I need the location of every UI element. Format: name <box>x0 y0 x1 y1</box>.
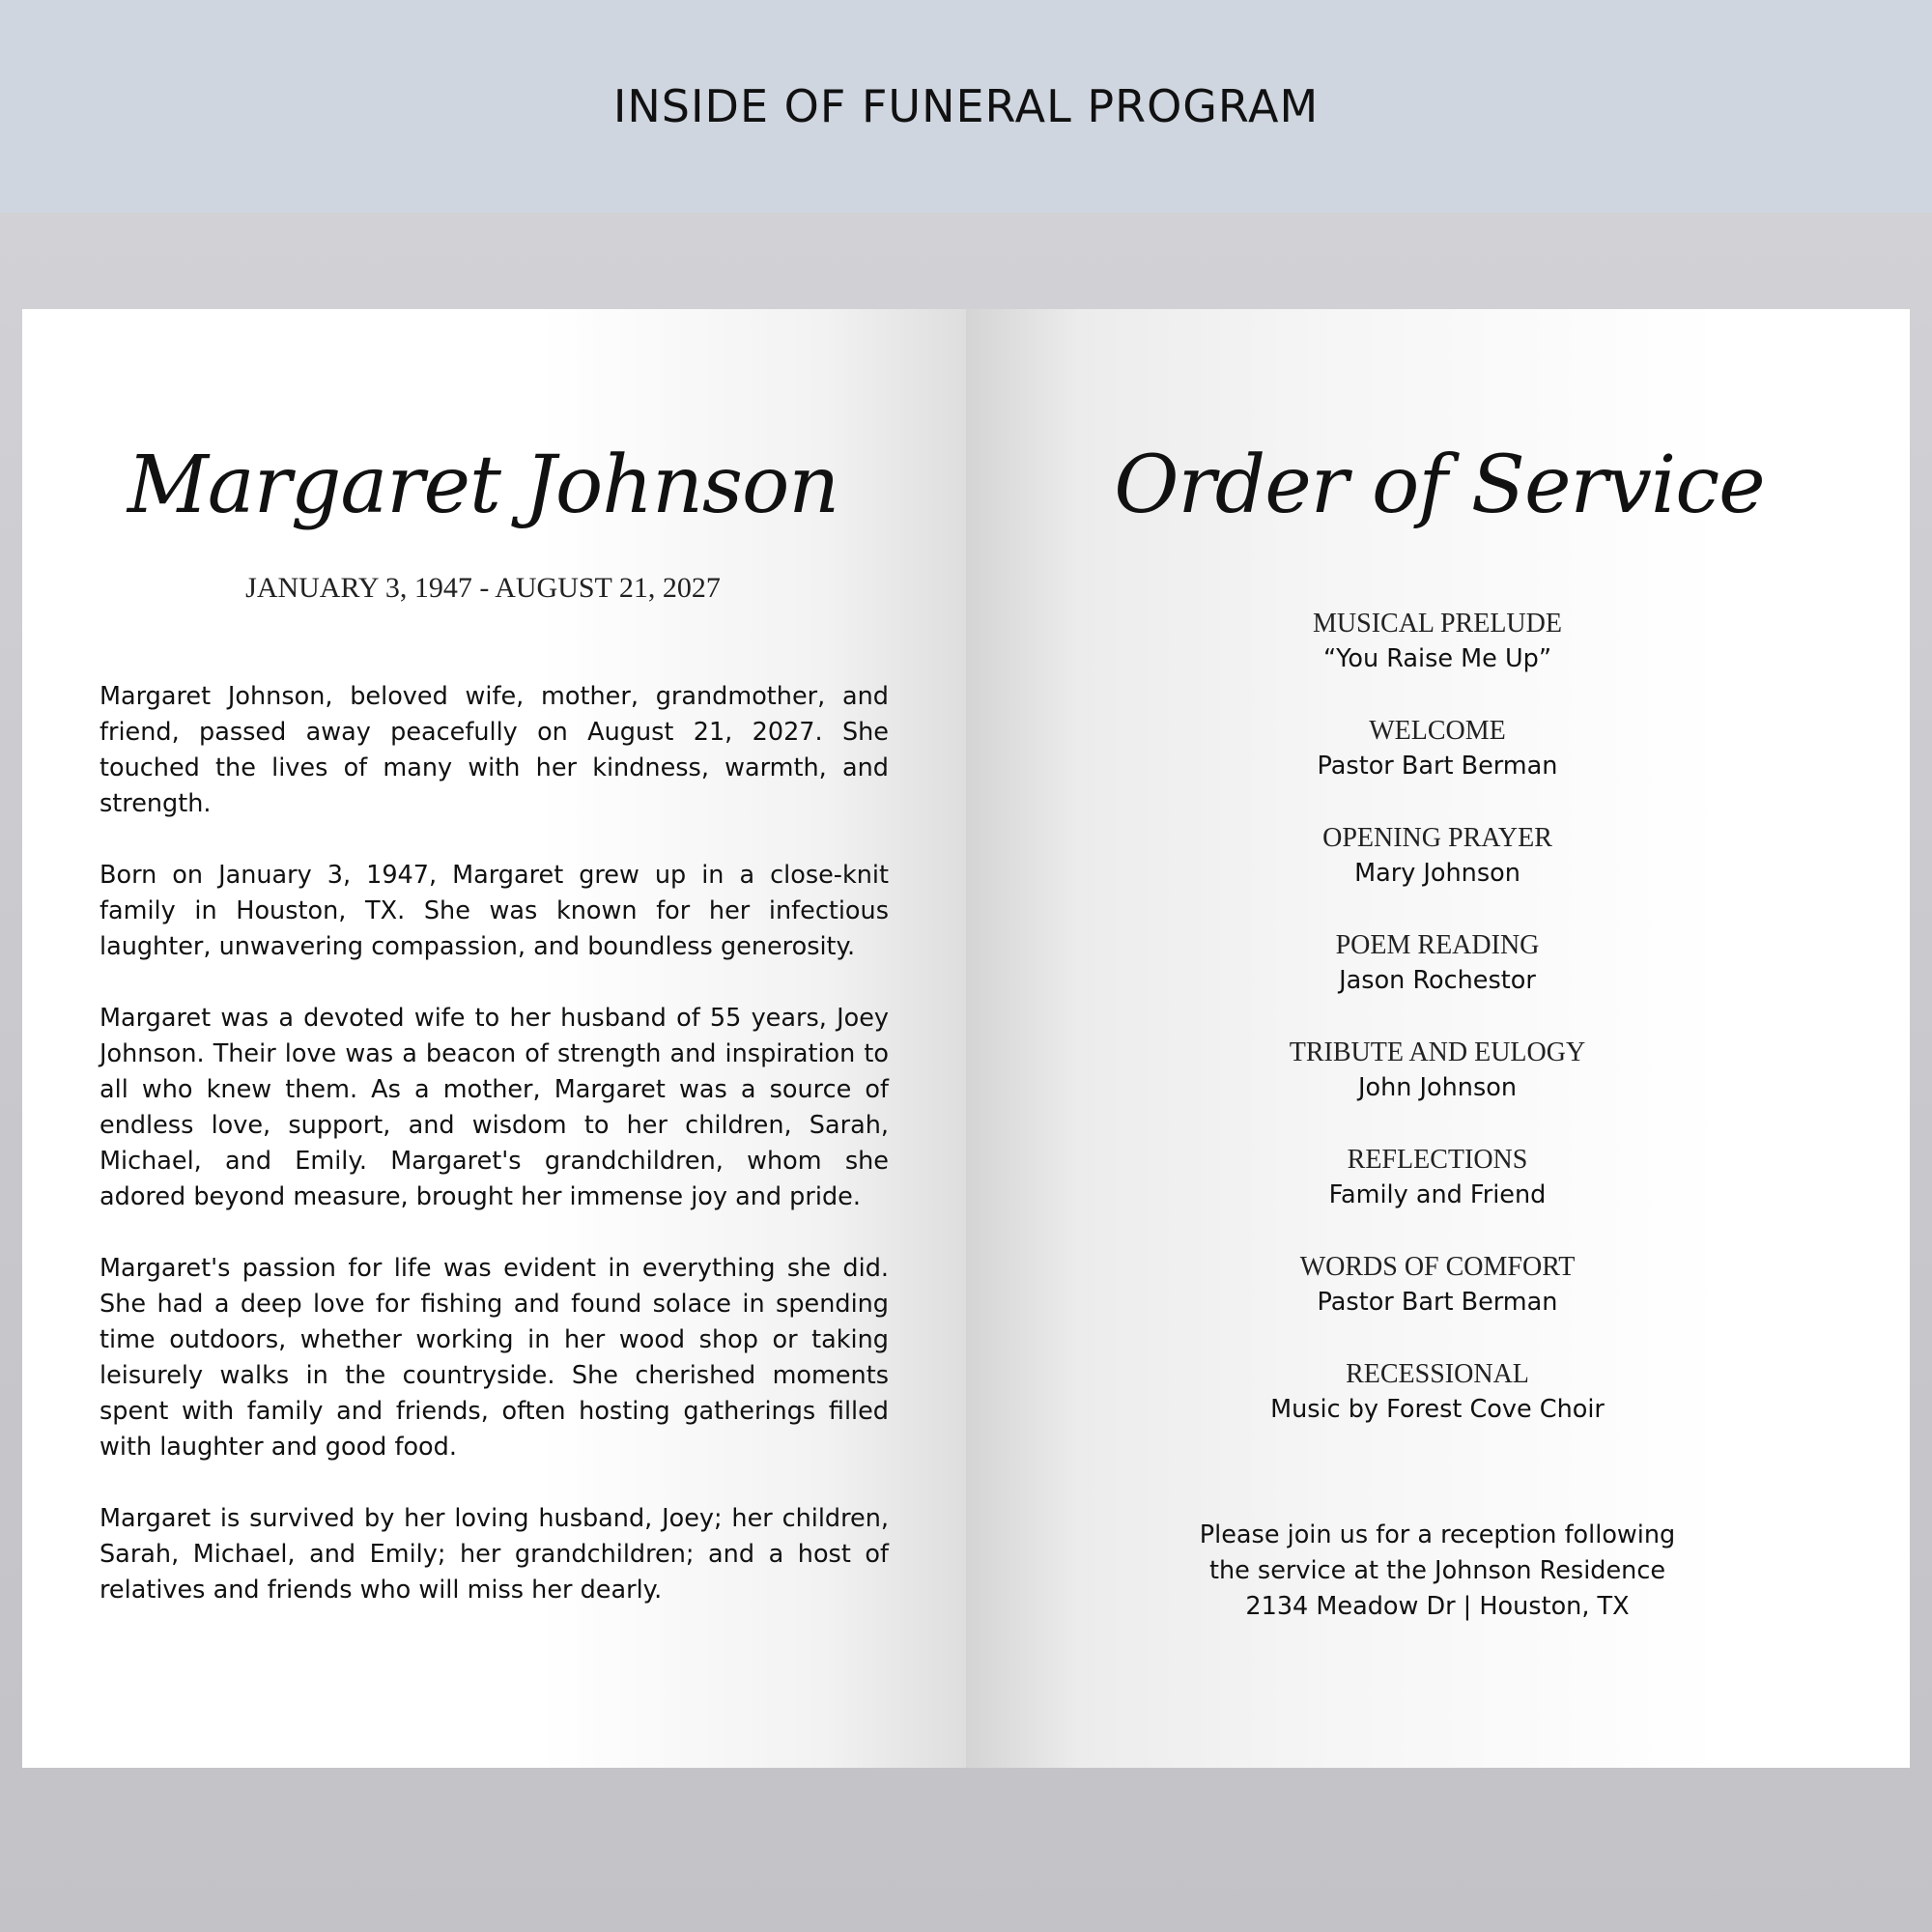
life-dates: JANUARY 3, 1947 - AUGUST 21, 2027 <box>245 572 721 604</box>
reception-line: Please join us for a reception following <box>1199 1520 1676 1549</box>
service-heading: TRIBUTE AND EULOGY <box>1289 1037 1586 1067</box>
service-heading: OPENING PRAYER <box>1322 823 1552 853</box>
obituary-paragraph: Margaret Johnson, beloved wife, mother, grandmother, and friend, passed away peacefully on August 21, 2027. She touched the lives of many with her kindness, warmth, and strength. <box>99 682 889 818</box>
header-band <box>0 0 1932 213</box>
service-item <box>1148 1036 1727 1143</box>
deceased-name: Margaret Johnson <box>127 440 839 531</box>
service-detail: “You Raise Me Up” <box>1322 644 1552 673</box>
service-item <box>1148 607 1727 714</box>
service-detail: Pastor Bart Berman <box>1317 1288 1558 1317</box>
service-item <box>1148 714 1727 821</box>
service-list <box>1148 607 1727 1464</box>
service-item <box>1148 821 1727 928</box>
service-item <box>1148 1250 1727 1357</box>
obituary-paragraph: Born on January 3, 1947, Margaret grew up in a close-knit family in Houston, TX. She was known for her infectious laughter, unwavering compassion, and boundless generosity. <box>99 861 889 961</box>
service-detail: Mary Johnson <box>1354 859 1520 888</box>
service-heading: RECESSIONAL <box>1346 1359 1529 1389</box>
service-item <box>1148 1357 1727 1464</box>
service-detail: Music by Forest Cove Choir <box>1270 1395 1605 1424</box>
obituary-text <box>99 679 889 1644</box>
order-of-service-title: Order of Service <box>1114 440 1765 531</box>
service-item <box>1148 928 1727 1036</box>
service-detail: John Johnson <box>1357 1073 1518 1102</box>
service-detail: Jason Rochestor <box>1339 966 1536 995</box>
service-heading: WELCOME <box>1369 716 1506 746</box>
reception-note <box>1148 1518 1727 1625</box>
service-item <box>1148 1143 1727 1250</box>
obituary-paragraph: Margaret's passion for life was evident in everything she did. She had a deep love for fishing and found solace in spending time outdoors, whether working in her wood shop or taking leisurely walks in the countryside. She cherished moments spent with family and friends, often hosting gatherings filled with laughter and good food. <box>99 1254 889 1462</box>
reception-line: the service at the Johnson Residence <box>1208 1556 1666 1585</box>
obituary-paragraph: Margaret was a devoted wife to her husband of 55 years, Joey Johnson. Their love was a beacon of strength and inspiration to all who knew them. As a mother, Margaret was a source of endless love, support, and wisdom to her children, Sarah, Michael, and Emily. Margaret's grandchildren, whom she adored beyond measure, brought her immense joy and pride. <box>99 1004 889 1211</box>
service-detail: Family and Friend <box>1328 1180 1547 1209</box>
service-heading: WORDS OF COMFORT <box>1299 1252 1576 1282</box>
service-heading: REFLECTIONS <box>1347 1145 1528 1175</box>
obituary-paragraph: Margaret is survived by her loving husband, Joey; her children, Sarah, Michael, and Emily; her grandchildren; and a host of relatives and friends who will miss her dearly. <box>99 1504 889 1605</box>
service-detail: Pastor Bart Berman <box>1317 752 1558 781</box>
reception-address: 2134 Meadow Dr | Houston, TX <box>1245 1592 1630 1621</box>
service-heading: POEM READING <box>1335 930 1540 960</box>
service-heading: MUSICAL PRELUDE <box>1313 609 1562 639</box>
header-title: INSIDE OF FUNERAL PROGRAM <box>612 80 1320 132</box>
